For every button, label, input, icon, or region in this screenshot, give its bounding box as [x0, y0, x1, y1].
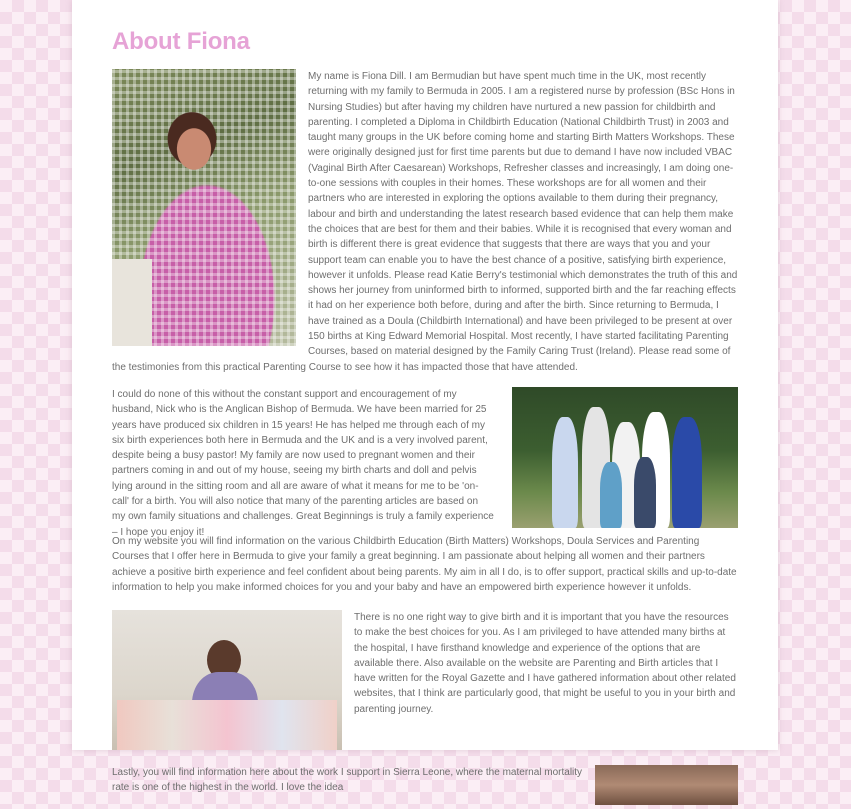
resources-section [112, 610, 738, 809]
family-paragraph: I could do none of this without the constant support and encouragement of my husband, Nick who is the Anglican Bishop of Bermuda. We have been married for 25 years have produced six children in 15 years! He has helped me through each of my six birth experiences both here in Bermuda and the UK and is a very involved parent, despite being a busy pastor! My family are now used to pregnant women and their partners coming in and out of my house, seeing my birth charts and doll and pelvis lying around in the sitting room and all are aware of what it means for me to be 'on-call' for a birth. You will also notice that many of the parenting articles are based on my own family situations and challenges. Great Beginnings is truly a family experience – I hope you enjoy it! [112, 389, 494, 538]
family-figure [672, 417, 702, 528]
intro-paragraph: My name is Fiona Dill. I am Bermudian but have spent much time in the UK, most recently returning with my family to Bermuda in 2005. I am a registered nurse by profession (BSc Hons in Nursing Studies) but after having my children have nurtured a new passion for childbirth and parenting. I completed a Diploma in Childbirth Education (National Childbirth Trust) in 2003 and taught many groups in the UK before coming home and starting Birth Matters Workshops. These were originally designed just for first time parents but due to demand I have now included VBAC (Vaginal Birth After Caesarean) Workshops, Refresher classes and increasingly, I am doing one-to-one sessions with couples in their homes. These workshops are for all women and their partners who are interested in exploring the options available to them during their pregnancy, labour and birth and understanding the latest research based evidence that can help them make the choices that are best for them and their babies. While it is recognised that every woman and birth is different there is great evidence that suggests that there are ways that you and your support team can enable you to have the best chance of a positive, satisfying birth experience, however it unfolds. Please read Katie Berry's testimonial which demonstrates the truth of this and shows her journey from uninformed birth to informed, supported birth and the far reaching effects it had on her experience both before, during and after the birth. Since returning to Bermuda, I have trained as a Doula (Childbirth International) and have been privileged to be present at over 150 births at King Edward Memorial Hospital. Most recently, I have started facilitating Parenting Courses, based on material designed by the Family Caring Trust (Ireland). Please read some of the testimonies from this practical Parenting Course to see how it has impacted those that have attended. [112, 71, 738, 373]
family-figure [552, 417, 578, 528]
family-photo [512, 387, 738, 528]
intro-section [112, 69, 738, 375]
family-figure [600, 462, 622, 528]
photo-background-wall [112, 259, 152, 346]
fiona-portrait-photo [112, 69, 296, 346]
website-paragraph: On my website you will find information on the various Childbirth Education (Birth Matters) Workshops, Doula Services and Parenting Courses that I offer here in Bermuda to give your family a great beginning. I am passionate about helping all women and their partners achieve a positive birth experience and feel confident about being parents. My aim in all I do, is to offer support, practical skills and up-to-date information to help you make informed choices for you and your baby and have an empowered birth experience however it unfolds. [112, 536, 737, 593]
photo-babies-row [117, 700, 337, 750]
sierra-leone-paragraph: Lastly, you will find information here about the work I support in Sierra Leone, where the maternal mortality rate is one of the highest in the world. I love the idea [112, 767, 583, 794]
babies-photo [112, 610, 342, 750]
family-figure [634, 457, 656, 528]
resources-paragraph: There is no one right way to give birth and it is important that you have the resources to make the best choices for you. As I am privileged to have attended many births at the hospital, I have firsthand knowledge and experience of the options that are available there. Also available on the website are Parenting and Birth articles that I have written for the Royal Gazette and I have gathered information about other related websites, that I think are particularly good, that might be useful to you in your birth and parenting journey. [354, 612, 736, 715]
page-title: About Fiona [112, 28, 250, 55]
sierra-leone-photo [595, 765, 738, 805]
family-section [112, 387, 738, 540]
website-section [112, 534, 738, 595]
page-container [72, 0, 778, 794]
